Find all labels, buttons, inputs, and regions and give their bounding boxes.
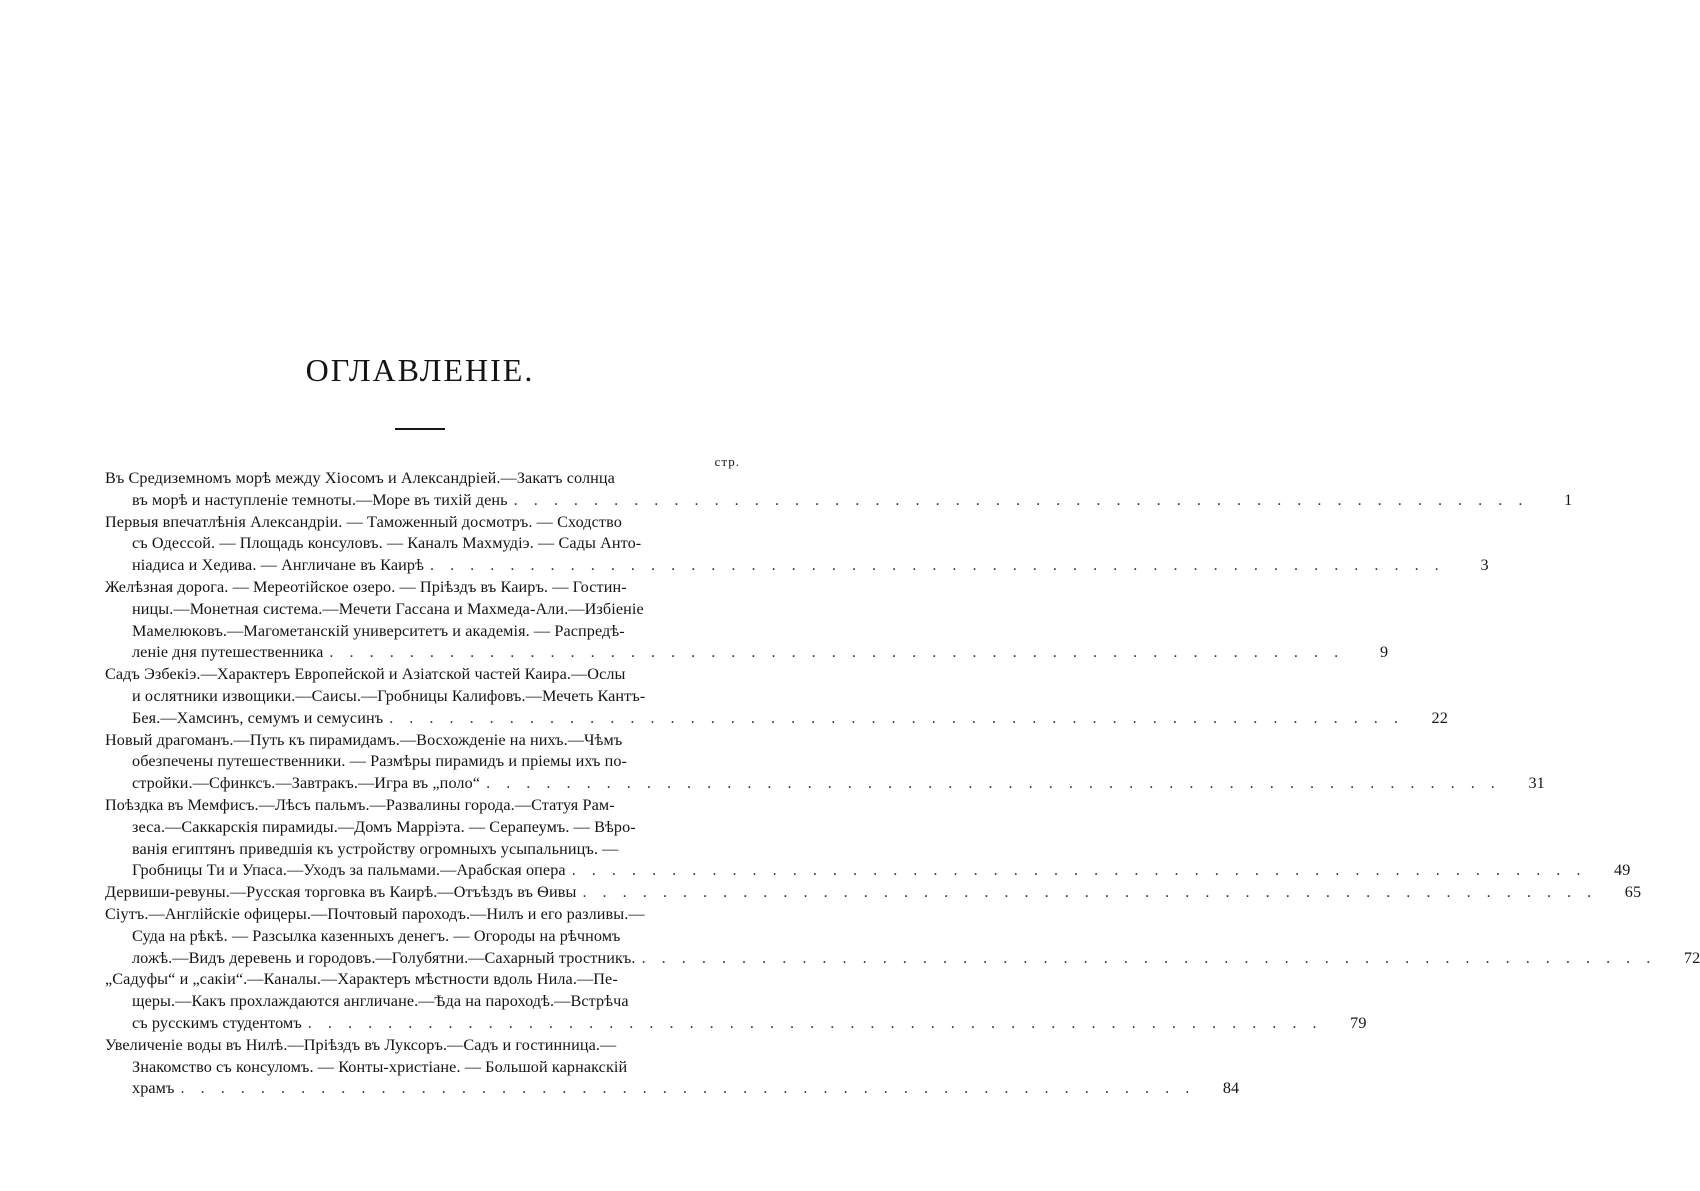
toc-page-number: 1	[1564, 490, 1573, 509]
toc-line: Суда на рѣкѣ. — Разсылка казенныхъ денегъ. — Огороды на рѣчномъ	[132, 926, 621, 945]
toc-line-text: стройки.—Сфинксъ.—Завтракъ.—Игра въ „поло“	[132, 774, 481, 793]
toc-line	[105, 708, 1448, 730]
dot-leader: . . . . . . . . . . . . . . . . . . . . . . . . . . . . . . . . . . . . . . . . . . . . . . . . . . .	[571, 861, 1587, 880]
toc-line	[105, 860, 1631, 882]
toc-line: Садъ Эзбекіэ.—Характеръ Европейской и Азіатской частей Каира.—Ослы	[105, 665, 626, 684]
dot-leader: . . . . . . . . . . . . . . . . . . . . . . . . . . . . . . . . . . . . . . . . . . . . . . . . . . .	[429, 556, 1445, 575]
toc-line-text: Бея.—Хамсинъ, семумъ и семусинъ	[132, 708, 384, 727]
toc-entry	[105, 577, 1389, 664]
toc-line	[105, 882, 1642, 904]
toc-line: Сіутъ.—Англійскіе офицеры.—Почтовый пароходъ.—Нилъ и его разливы.—	[105, 904, 645, 923]
toc-line: Новый драгоманъ.—Путь къ пирамидамъ.—Восхожденіе на нихъ.—Чѣмъ	[105, 730, 623, 749]
toc-entry	[105, 969, 1367, 1034]
toc-page-number: 49	[1614, 861, 1631, 880]
toc-line: обезпечены путешественники. — Размѣры пирамидъ и пріемы ихъ по-	[132, 752, 628, 771]
toc-line-text: Гробницы Ти и Упаса.—Уходъ за пальмами.—Арабская опера	[132, 861, 566, 880]
toc-line: Въ Средиземномъ морѣ между Хіосомъ и Александріей.—Закатъ солнца	[105, 469, 615, 487]
toc-line-text: въ морѣ и наступленіе темноты.—Море въ тихій день	[132, 490, 508, 509]
toc-line: Первыя впечатлѣнія Александріи. — Таможенный досмотръ. — Сходство	[105, 512, 622, 531]
toc-line: Увеличеніе воды въ Нилѣ.—Пріѣздъ въ Луксоръ.—Садъ и гостинница.—	[105, 1035, 617, 1054]
toc-line	[105, 773, 1545, 795]
toc-line: зеса.—Саккарскія пирамиды.—Домъ Марріэта. — Серапеумъ. — Вѣро-	[132, 817, 636, 836]
toc-page-number: 79	[1350, 1013, 1367, 1032]
page-title: ОГЛАВЛЕНІЕ.	[305, 352, 535, 388]
toc-line: и ослятники извощики.—Саисы.—Гробницы Калифовъ.—Мечеть Кантъ-	[132, 686, 646, 705]
dot-leader: . . . . . . . . . . . . . . . . . . . . . . . . . . . . . . . . . . . . . . . . . . . . . . . . . . .	[641, 948, 1657, 967]
toc-line: Желѣзная дорога. — Мереотійское озеро. — Пріѣздъ въ Каиръ. — Гостин-	[105, 577, 627, 596]
dot-leader: . . . . . . . . . . . . . . . . . . . . . . . . . . . . . . . . . . . . . . . . . . . . . . . . . . .	[582, 883, 1598, 902]
toc-page-number: 22	[1431, 708, 1448, 727]
toc-line	[105, 948, 1700, 970]
toc-entry	[105, 882, 1642, 904]
toc-page-number: 72	[1683, 948, 1700, 967]
toc-line-text: ніадиса и Хедива. — Англичане въ Каирѣ	[132, 556, 424, 575]
toc-entry	[105, 904, 1700, 969]
dot-leader: . . . . . . . . . . . . . . . . . . . . . . . . . . . . . . . . . . . . . . . . . . . . . . . . . . .	[513, 490, 1529, 509]
toc-entry	[105, 468, 1573, 512]
toc-line-text: съ русскимъ студентомъ	[132, 1013, 302, 1032]
toc-line	[105, 1078, 1240, 1100]
toc-page-number: 9	[1379, 643, 1389, 662]
toc-line: ницы.—Монетная система.—Мечети Гассана и Махмеда-Али.—Избіеніе	[132, 599, 644, 618]
toc-line: „Садуфы“ и „сакіи“.—Каналы.—Характеръ мѣстности вдоль Нила.—Пе-	[105, 970, 618, 989]
toc-entry	[105, 1035, 1240, 1100]
toc-line-text: храмъ	[132, 1079, 175, 1098]
dot-leader: . . . . . . . . . . . . . . . . . . . . . . . . . . . . . . . . . . . . . . . . . . . . . . . . . . .	[486, 774, 1501, 793]
title-rule	[395, 428, 445, 430]
toc-line	[105, 1013, 1367, 1035]
toc-line-text: Дервиши-ревуны.—Русская торговка въ Каирѣ.—Отъѣздъ въ Ѳивы	[105, 883, 577, 902]
toc-page-number: 3	[1480, 556, 1489, 575]
toc-line: Поѣздка въ Мемфисъ.—Лѣсъ пальмъ.—Развалины города.—Статуя Рам-	[105, 795, 615, 814]
toc-page-number: 65	[1624, 883, 1642, 902]
toc-page-number: 31	[1528, 774, 1545, 793]
toc-page-number: 84	[1222, 1079, 1240, 1098]
toc-line: Знакомство съ консуломъ. — Конты-христіане. — Большой карнакскій	[132, 1057, 628, 1076]
toc-line	[105, 642, 1389, 664]
toc-line: Мамелюковъ.—Магометанскій университетъ и академія. — Распредѣ-	[132, 621, 625, 640]
dot-leader: . . . . . . . . . . . . . . . . . . . . . . . . . . . . . . . . . . . . . . . . . . . . . . . . . . .	[307, 1013, 1323, 1032]
toc-line: съ Одессой. — Площадь консуловъ. — Каналъ Махмудіэ. — Сады Анто-	[132, 534, 642, 553]
toc-line-text: ложѣ.—Видъ деревень и городовъ.—Голубятни.—Сахарный тростникъ.	[132, 948, 636, 967]
toc-line	[105, 555, 1489, 577]
dot-leader: . . . . . . . . . . . . . . . . . . . . . . . . . . . . . . . . . . . . . . . . . . . . . . . . . . .	[180, 1079, 1196, 1098]
table-of-contents	[105, 468, 1700, 1100]
page-column-header: стр.	[714, 454, 740, 469]
dot-leader: . . . . . . . . . . . . . . . . . . . . . . . . . . . . . . . . . . . . . . . . . . . . . . . . . . .	[389, 708, 1404, 727]
toc-line-text: леніе дня путешественника	[132, 643, 324, 662]
toc-entry	[105, 795, 1631, 882]
toc-line	[105, 490, 1573, 512]
toc-entry	[105, 730, 1545, 795]
toc-line: щеры.—Какъ прохлаждаются англичане.—Ѣда на пароходѣ.—Встрѣча	[132, 992, 629, 1011]
toc-entry	[105, 512, 1489, 577]
dot-leader: . . . . . . . . . . . . . . . . . . . . . . . . . . . . . . . . . . . . . . . . . . . . . . . . . . .	[329, 643, 1345, 662]
toc-entry	[105, 664, 1448, 729]
toc-line: ванія египтянъ приведшія къ устройству огромныхъ усыпальницъ. —	[132, 839, 619, 858]
